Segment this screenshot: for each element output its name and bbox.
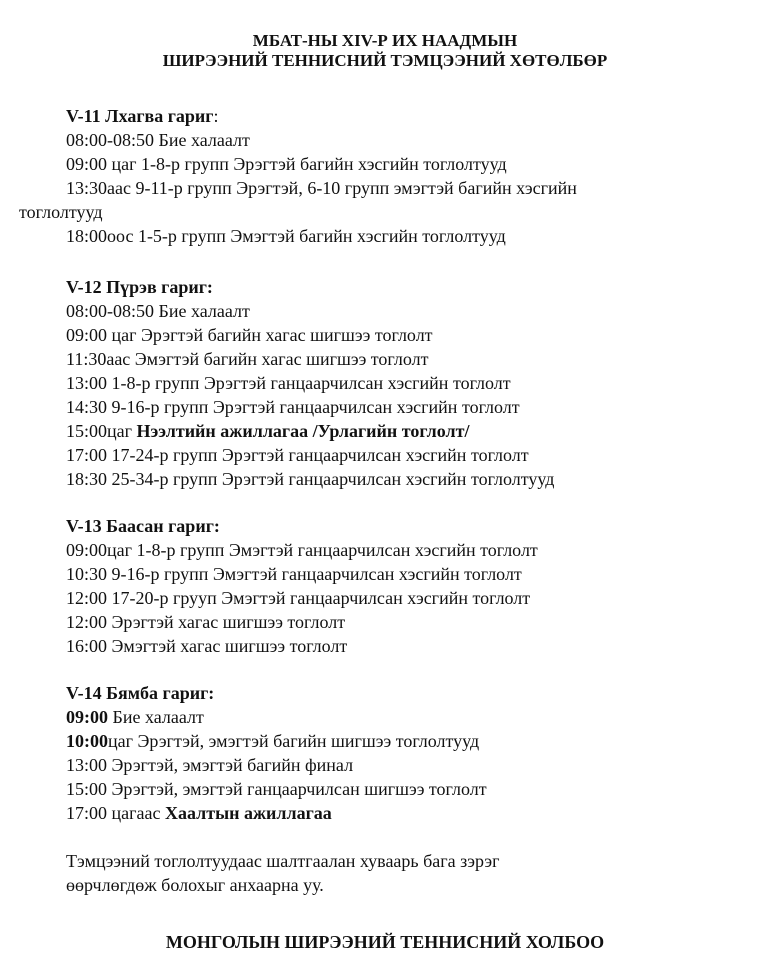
schedule-line: 18:30 25-34-р групп Эрэгтэй ганцаарчилсан хэсгийн тоглолтууд	[66, 469, 555, 489]
schedule-line: 11:30аас Эмэгтэй багийн хагас шигшээ тоглолт	[66, 349, 429, 369]
schedule-line-opening-ceremony	[66, 419, 756, 443]
event-text: цаг Эрэгтэй, эмэгтэй багийн шигшээ тоглолтууд	[108, 731, 480, 751]
day-heading-text: V-11 Лхагва гариг	[66, 106, 214, 126]
event-text: Бие халаалт	[108, 707, 204, 727]
closing-ceremony-text: Хаалтын ажиллагаа	[164, 803, 332, 823]
schedule-line: 10:30 9-16-р групп Эмэгтэй ганцаарчилсан хэсгийн тоглолт	[66, 564, 522, 584]
schedule-line: 08:00-08:50 Бие халаалт	[66, 130, 250, 150]
schedule-line: 13:00 Эрэгтэй, эмэгтэй багийн финал	[66, 755, 354, 775]
document-title-line-2: ШИРЭЭНИЙ ТЕННИСНИЙ ТЭМЦЭЭНИЙ ХӨТӨЛБӨР	[162, 51, 608, 70]
day-section-wednesday	[19, 104, 756, 248]
schedule-line-continued: тоглолтууд	[19, 202, 103, 222]
day-heading	[66, 104, 756, 128]
time-prefix: 17:00 цагаас	[66, 803, 165, 823]
schedule-line: 09:00цаг 1-8-р групп Эмэгтэй ганцаарчилсан хэсгийн тоглолт	[66, 540, 538, 560]
schedule-line	[66, 729, 756, 753]
organization-signature: МОНГОЛЫН ШИРЭЭНИЙ ТЕННИСНИЙ ХОЛБОО	[165, 932, 605, 952]
day-section-thursday	[66, 275, 756, 491]
schedule-line: 12:00 17-20-р грууп Эмэгтэй ганцаарчилсан хэсгийн тоглолт	[66, 588, 531, 608]
schedule-line-closing-ceremony	[66, 801, 756, 825]
schedule-line: 15:00 Эрэгтэй, эмэгтэй ганцаарчилсан шигшээ тоглолт	[66, 779, 487, 799]
time-bold: 09:00	[66, 707, 108, 727]
schedule-line: 14:30 9-16-р групп Эрэгтэй ганцаарчилсан хэсгийн тоглолт	[66, 397, 520, 417]
schedule-line: 16:00 Эмэгтэй хагас шигшээ тоглолт	[66, 636, 348, 656]
schedule-line	[66, 705, 756, 729]
day-heading: V-12 Пүрэв гариг:	[66, 277, 213, 297]
note-line: өөрчлөгдөж болохыг анхаарна уу.	[66, 875, 324, 895]
schedule-line: 09:00 цаг Эрэгтэй багийн хагас шигшээ тоглолт	[66, 325, 433, 345]
schedule-line: 17:00 17-24-р групп Эрэгтэй ганцаарчилсан хэсгийн тоглолт	[66, 445, 529, 465]
schedule-line: 08:00-08:50 Бие халаалт	[66, 301, 250, 321]
schedule-line: 18:00оос 1-5-р групп Эмэгтэй багийн хэсгийн тоглолтууд	[66, 226, 506, 246]
time-prefix: 15:00цаг	[66, 421, 137, 441]
schedule-change-note	[66, 849, 756, 897]
day-heading: V-14 Бямба гариг:	[66, 683, 215, 703]
day-heading: V-13 Баасан гариг:	[66, 516, 220, 536]
document-title-line-1: МБАТ-НЫ XIV-Р ИХ НААДМЫН	[252, 31, 518, 50]
opening-ceremony-text: Нээлтийн ажиллагаа /Урлагийн тоглолт/	[136, 421, 470, 441]
note-line: Тэмцээний тоглолтуудаас шалтгаалан хуваарь бага зэрэг	[66, 851, 500, 871]
schedule-line: 13:30аас 9-11-р групп Эрэгтэй, 6-10 групп эмэгтэй багийн хэсгийн	[66, 178, 577, 198]
schedule-line: 12:00 Эрэгтэй хагас шигшээ тоглолт	[66, 612, 346, 632]
schedule-line: 13:00 1-8-р групп Эрэгтэй ганцаарчилсан хэсгийн тоглолт	[66, 373, 511, 393]
schedule-line: 09:00 цаг 1-8-р групп Эрэгтэй багийн хэсгийн тоглолтууд	[66, 154, 507, 174]
day-heading-colon: :	[213, 106, 219, 126]
time-bold: 10:00	[66, 731, 108, 751]
day-section-friday	[66, 514, 756, 658]
day-section-saturday	[66, 681, 756, 825]
